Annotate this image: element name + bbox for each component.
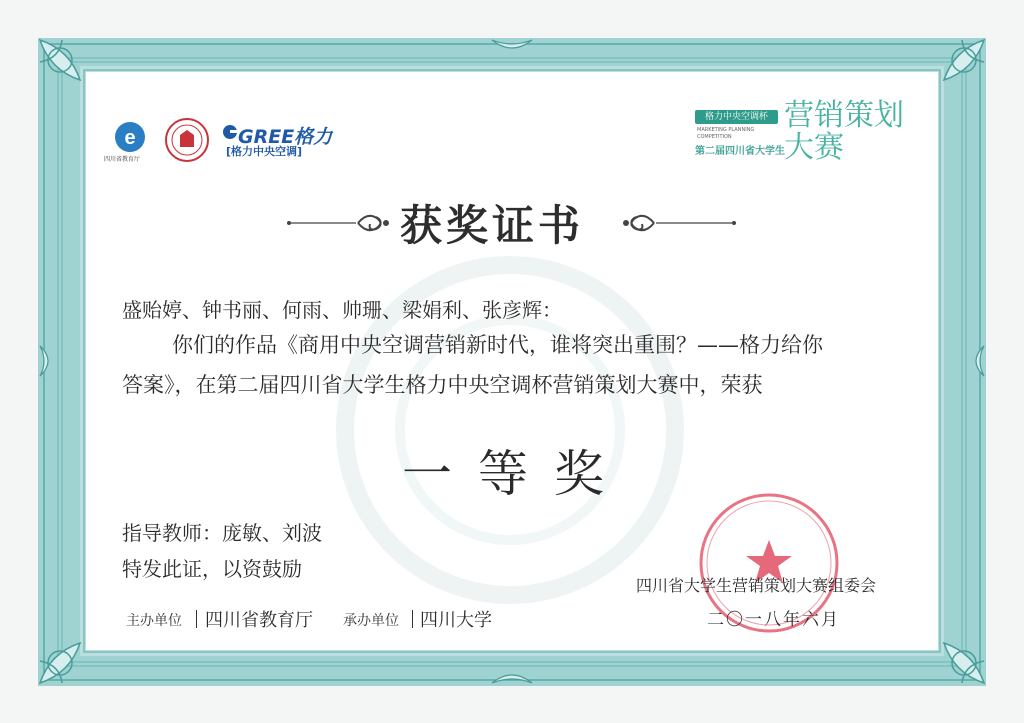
organizer-label: 承办单位 [343,613,399,629]
host-name: 四川省教育厅 [205,610,313,631]
gree-logo-icon [222,124,238,140]
organizer-name: 四川大学 [420,610,492,631]
award-level: 一等奖 [402,445,630,503]
title-flourish-right-icon [618,205,738,241]
advisor-line: 指导教师：庞敏、刘波 [122,521,322,545]
title-flourish-left-icon [286,205,396,241]
encourage-line: 特发此证，以资鼓励 [122,557,302,581]
organizer-divider [412,610,413,628]
certificate-title: 获奖证书 [400,201,585,250]
body-line-2: 答案》，在第二届四川省大学生格力中央空调杯营销策划大赛中，荣获 [122,373,763,397]
gree-brand: GREE格力 [238,126,333,148]
recipient-names: 盛贻婷、钟书丽、何雨、帅珊、梁娟利、张彦辉： [122,298,562,322]
issue-date: 二〇一八年六月 [707,610,840,630]
cup-english-line1: MARKETING PLANNING [697,127,755,133]
committee-name: 四川省大学生营销策划大赛组委会 [636,576,877,595]
sichuan-education-logo-icon [113,120,147,154]
sichuan-university-seal-icon [163,116,211,164]
host-label: 主办单位 [126,613,182,629]
cup-english-line2: COMPETITION [697,134,732,140]
cup-big-title: 营销策划大赛 [784,98,904,165]
cup-edition: 第二届四川省大学生 [695,146,785,157]
cup-badge: 格力中央空调杯 [695,110,778,124]
body-line-1: 你们的作品《商用中央空调营销新时代，谁将突出重围？——格力给你 [172,333,823,357]
edu-dept-label: 四川省教育厅 [104,156,141,163]
svg-text:e: e [124,127,136,149]
gree-subtitle: [格力中央空调] [226,145,303,158]
host-divider [196,610,197,628]
